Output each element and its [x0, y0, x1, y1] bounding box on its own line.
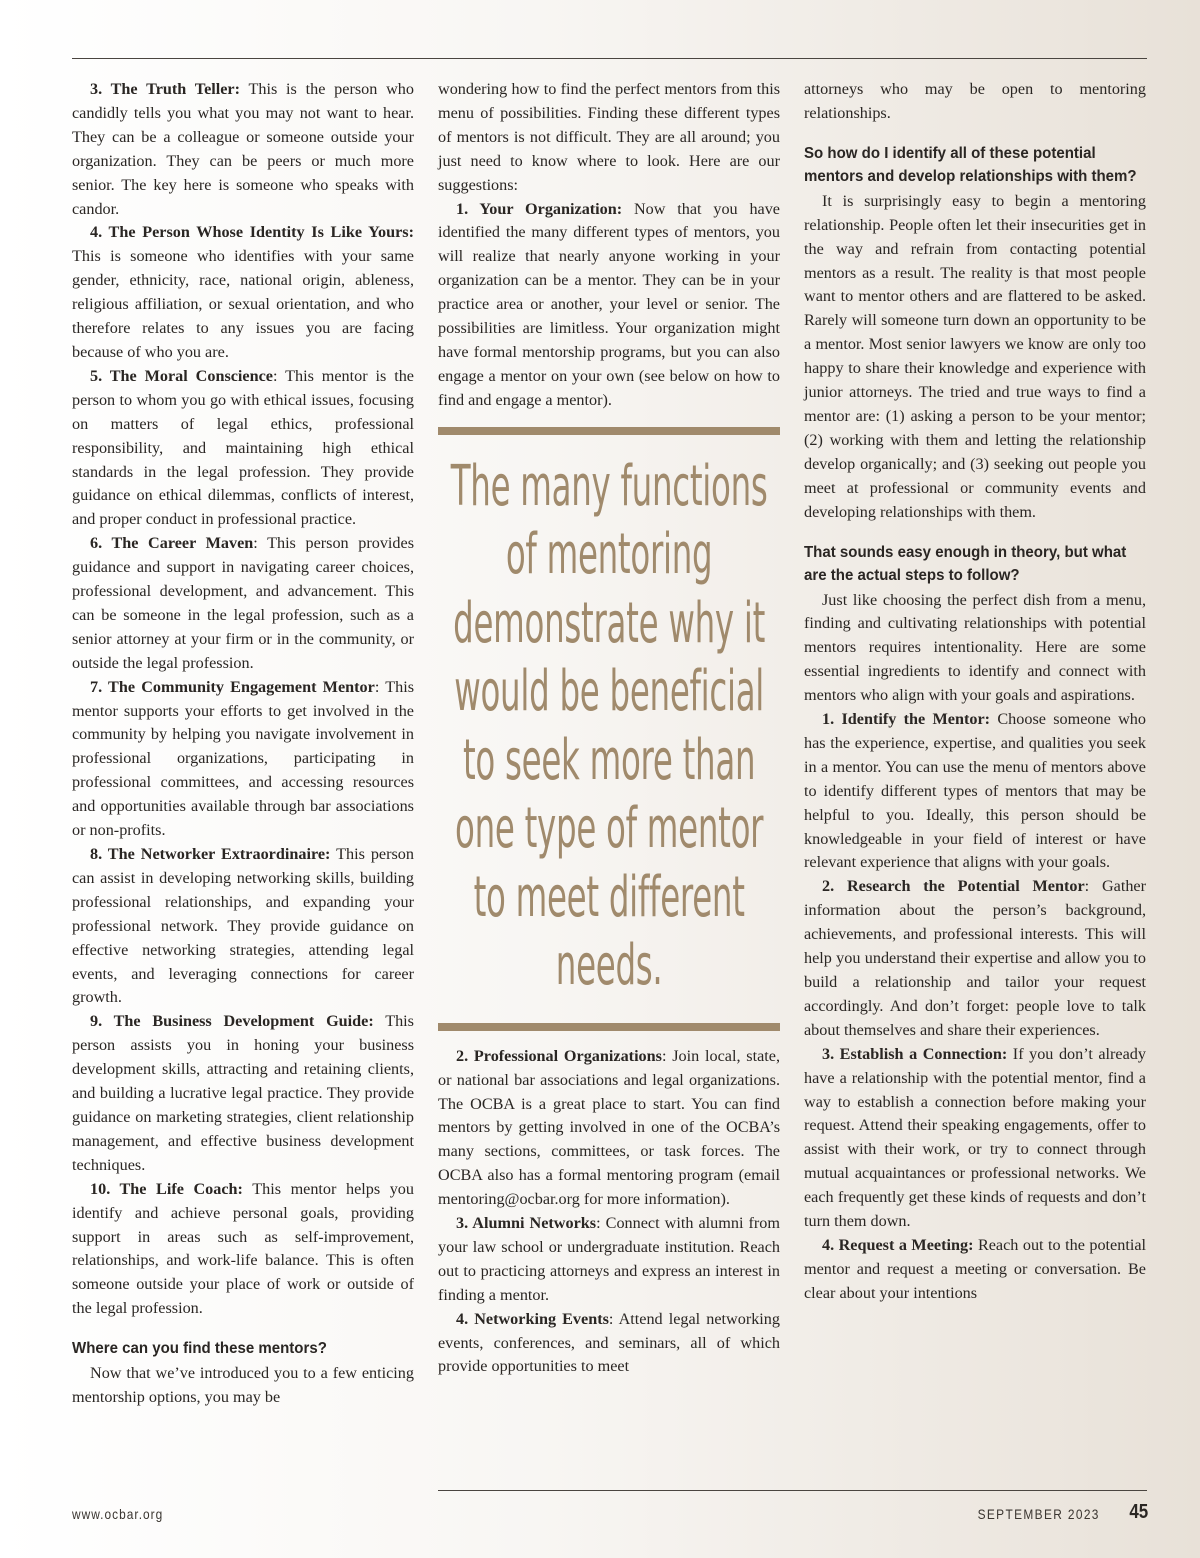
footer-website: www.ocbar.org [72, 1506, 164, 1522]
paragraph-truth-teller: 3. The Truth Teller: This is the person who candidly tells you what you may not want to hear. They can be a colleague or someone outside your organization. They can be peers or much more senior. The key here is someone who speaks with candor. [72, 80, 414, 218]
paragraph-steps-intro: Just like choosing the perfect dish from a menu, finding and cultivating relationships with potential mentors requires intentionality. Here are some essential ingredients to identify and connect with mentors who align with your goals and aspirations. [804, 590, 1146, 705]
paragraph-continuation: attorneys who may be open to mentoring relationships. [804, 80, 1146, 122]
paragraph-continuation: wondering how to find the perfect mentors from this menu of possibilities. Finding these different types of mentors is not difficult. They are all around; you just need to know where to look. Here are our suggestions: [438, 80, 780, 194]
paragraph-request-meeting: 4. Request a Meeting: Reach out to the potential mentor and request a meeting or conversation. Be clear about your intentions [804, 1235, 1147, 1302]
paragraph-professional-organizations: 2. Professional Organizations: Join local, state, or national bar associations and legal organizations. The OCBA is a great place to start. You can find mentors by getting involved in one of the OCBA’s many sections, committees, or task forces. The OCBA also has a formal mentoring program (email mentoring@ocbar.org for more information). [438, 1046, 781, 1209]
paragraph-establish-connection: 3. Establish a Connection: If you don’t already have a relationship with the potential mentor, find a way to establish a connection before making your request. Attend their speaking engagements, offer to assist with their work, or try to connect through mutual acquaintances or professional networks. We each frequently get these kinds of requests and don’t turn them down. [804, 1044, 1146, 1231]
paragraph-identify-mentor: 1. Identify the Mentor: Choose someone who has the experience, expertise, and qualities you seek in a mentor. You can use the menu of mentors above to identify different types of mentors that may be helpful to you. Ideally, this person should be knowledgeable in your field of interest or have relevant experience that aligns with your goals. [804, 710, 1146, 872]
paragraph-your-organization: 1. Your Organization: Now that you have identified the many different types of mentors, you will realize that nearly anyone working in your organization can be a mentor. They can be in your practice area or another, your level or senior. The possibilities are limitless. Your organization might have formal mentorship programs, but you can also engage a mentor on your own (see below on how to find and engage a mentor). [438, 199, 780, 409]
paragraph-identity: 4. The Person Whose Identity Is Like Yours: This is someone who identifies with your same gender, ethnicity, race, national origin, ableness, religious affiliation, or sexual orientation, and who therefore relates to any issues you are facing because of who you are. [72, 223, 414, 361]
paragraph-research-mentor: 2. Research the Potential Mentor: Gather information about the person’s background, achievements, and professional interests. This will help you understand their expertise and allow you to build a relationship and tailor your request accordingly. And don’t forget: people love to talk about themselves and share their experiences. [804, 877, 1146, 1039]
paragraph-business-development: 9. The Business Development Guide: This person assists you in honing your business development skills, attracting and retaining clients, and building a lucrative legal practice. They provide guidance on marketing strategies, client relationship management, and effective business development techniques. [72, 1012, 414, 1174]
column-1 [72, 78, 414, 1409]
heading-identify-mentors: So how do I identify all of these potential mentors and develop relationships with them? [804, 144, 1137, 186]
paragraph-identify-body: It is surprisingly easy to begin a mentoring relationship. People often let their insecurities get in the way and refrain from contacting potential mentors as a result. The reality is that most people want to mentor others and are flattered to be asked. Rarely will someone turn down an opportunity to be a mentor. Most senior lawyers we know are only too happy to share their knowledge and experience with junior attorneys. The tried and true ways to find a mentor are: (1) asking a person to be your mentor; (2) working with them and letting the relationship develop organically; and (3) seeking out people you meet at professional or community events and developing relationships with them. [804, 191, 1146, 521]
paragraph-where-intro: Now that we’ve introduced you to a few enticing mentorship options, you may be [72, 1363, 414, 1406]
paragraph-life-coach: 10. The Life Coach: This mentor helps you identify and achieve personal goals, providing support in areas such as self-improvement, relationships, and work-life balance. This is often someone outside your place of work or outside of the legal profession. [72, 1179, 414, 1318]
column-2 [438, 78, 780, 1379]
heading-where-find-mentors: Where can you find these mentors? [72, 1340, 327, 1358]
top-rule [72, 58, 1147, 59]
paragraph-moral-conscience: 5. The Moral Conscience: This mentor is the person to whom you go with ethical issues, focusing on matters of legal ethics, professional responsibility, and maintaining high ethical standards in the legal profession. They provide guidance on ethical dilemmas, conflicts of interest, and proper conduct in professional practice. [72, 366, 414, 529]
pull-quote-text: The many functions of mentoring demonstrate why it would be beneficial to seek more than one type of mentor to meet different needs. [450, 453, 768, 999]
footer-issue-date: SEPTEMBER 2023 [977, 1506, 1100, 1522]
pull-quote [438, 427, 780, 1031]
paragraph-community-engagement: 7. The Community Engagement Mentor: This mentor supports your efforts to get involved in the community by helping you navigate involvement in professional organizations, participating in professional committees, and accessing resources and opportunities available through bar associations or non-profits. [72, 677, 414, 840]
paragraph-networking-events: 4. Networking Events: Attend legal networking events, conferences, and seminars, all of which provide opportunities to meet [438, 1309, 780, 1376]
paragraph-alumni-networks: 3. Alumni Networks: Connect with alumni from your law school or undergraduate institution. Reach out to practicing attorneys and express an interest in finding a mentor. [438, 1214, 780, 1304]
paragraph-career-maven: 6. The Career Maven: This person provides guidance and support in navigating career choices, professional development, and advancement. This can be someone in the legal profession, such as a senior attorney at your firm or in the community, or outside the legal profession. [72, 534, 414, 672]
paragraph-networker: 8. The Networker Extraordinaire: This person can assist in developing networking skills, building professional relationships, and expanding your professional network. They provide guidance on effective networking strategies, attending legal events, and leveraging connections for career growth. [72, 845, 414, 1007]
page-number: 45 [1129, 1501, 1148, 1523]
heading-actual-steps: That sounds easy enough in theory, but what are the actual steps to follow? [804, 543, 1127, 584]
footer-rule [438, 1490, 1147, 1491]
column-3 [804, 78, 1146, 1306]
